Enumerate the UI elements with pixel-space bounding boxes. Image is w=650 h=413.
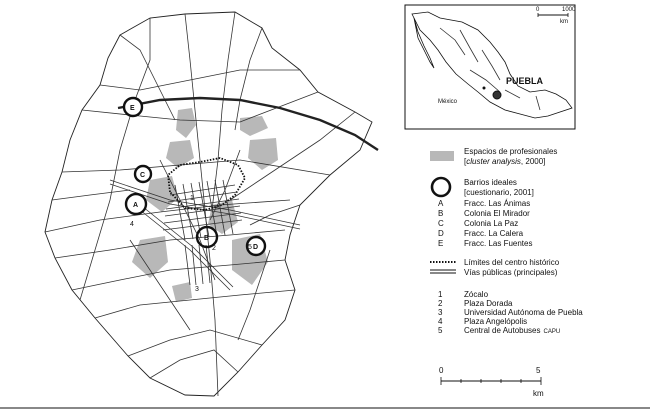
legend-barrio-key: C xyxy=(438,219,444,228)
landmark-marker-1: 1 xyxy=(190,195,194,202)
landmark-marker-4: 4 xyxy=(130,221,134,228)
svg-text:1000: 1000 xyxy=(562,7,576,13)
legend-barrio-list xyxy=(438,199,532,248)
legend-landmark-name: Universidad Autónoma de Puebla xyxy=(464,308,583,317)
professional-area xyxy=(176,108,196,138)
legend-barrio-key: A xyxy=(438,199,444,208)
svg-text:5: 5 xyxy=(536,366,541,375)
legend-barrio-name: Colonia La Paz xyxy=(464,219,519,228)
legend-landmark-key: 5 xyxy=(438,326,443,335)
puebla-state-marker xyxy=(493,91,501,99)
inset-frame xyxy=(405,5,575,129)
landmark-marker-3: 3 xyxy=(195,286,199,293)
svg-text:0: 0 xyxy=(439,366,444,375)
legend-landmark-key: 1 xyxy=(438,290,443,299)
scale-bar xyxy=(439,366,544,398)
inset-map xyxy=(405,5,576,129)
legend-barrio-key: E xyxy=(438,239,444,248)
legend-landmark-name: Plaza Angelópolis xyxy=(464,317,528,326)
svg-text:km: km xyxy=(560,19,568,25)
puebla-label: PUEBLA xyxy=(506,76,544,86)
legend-landmark-key: 3 xyxy=(438,308,443,317)
city-boundary xyxy=(45,12,372,396)
barrio-marker-c xyxy=(135,166,151,182)
svg-text:D: D xyxy=(253,244,259,251)
mexico-city-marker xyxy=(483,87,486,90)
svg-text:E: E xyxy=(130,105,135,112)
street-network xyxy=(45,12,355,396)
barrio-marker-a xyxy=(126,194,146,214)
legend-landmark-name: Zócalo xyxy=(464,290,489,299)
svg-text:A: A xyxy=(133,202,139,209)
legend xyxy=(430,147,583,398)
legend-professional-swatch xyxy=(430,151,454,161)
legend-main-roads-label: Vías públicas (principales) xyxy=(464,268,558,277)
svg-text:C: C xyxy=(140,172,146,179)
legend-professional-line2: [cluster analysis, 2000] xyxy=(464,157,546,166)
legend-landmark-list xyxy=(438,290,583,335)
legend-professional-line1: Espacios de profesionales xyxy=(464,147,558,156)
city-map xyxy=(45,12,378,396)
professional-area xyxy=(240,116,268,136)
legend-barrio-name: Fracc. La Calera xyxy=(464,229,524,238)
mexico-label: México xyxy=(438,99,458,105)
svg-text:0: 0 xyxy=(536,7,540,13)
legend-barrio-name: Colonia El Mirador xyxy=(464,209,530,218)
legend-landmark-key: 2 xyxy=(438,299,443,308)
legend-barrio-name: Fracc. Las Fuentes xyxy=(464,239,533,248)
legend-landmark-name: Plaza Dorada xyxy=(464,299,513,308)
barrio-marker-e xyxy=(124,98,142,116)
legend-historic-center-label: Límites del centro histórico xyxy=(464,258,560,267)
legend-landmark-name: Central de Autobuses CAPU xyxy=(464,326,561,335)
svg-text:km: km xyxy=(533,389,544,398)
legend-barrio-symbol xyxy=(432,178,450,196)
legend-barrios-line1: Barrios ideales xyxy=(464,178,517,187)
professional-area xyxy=(172,282,192,302)
legend-landmark-key: 4 xyxy=(438,317,443,326)
legend-barrio-name: Fracc. Las Ánimas xyxy=(464,199,531,208)
legend-barrio-key: D xyxy=(438,229,444,238)
svg-text:B: B xyxy=(204,235,210,242)
landmark-marker-5: 5 xyxy=(248,244,252,251)
legend-barrio-key: B xyxy=(438,209,444,218)
legend-barrios-line2: [cuestionario, 2001] xyxy=(464,188,534,197)
landmark-marker-2: 2 xyxy=(212,245,216,252)
